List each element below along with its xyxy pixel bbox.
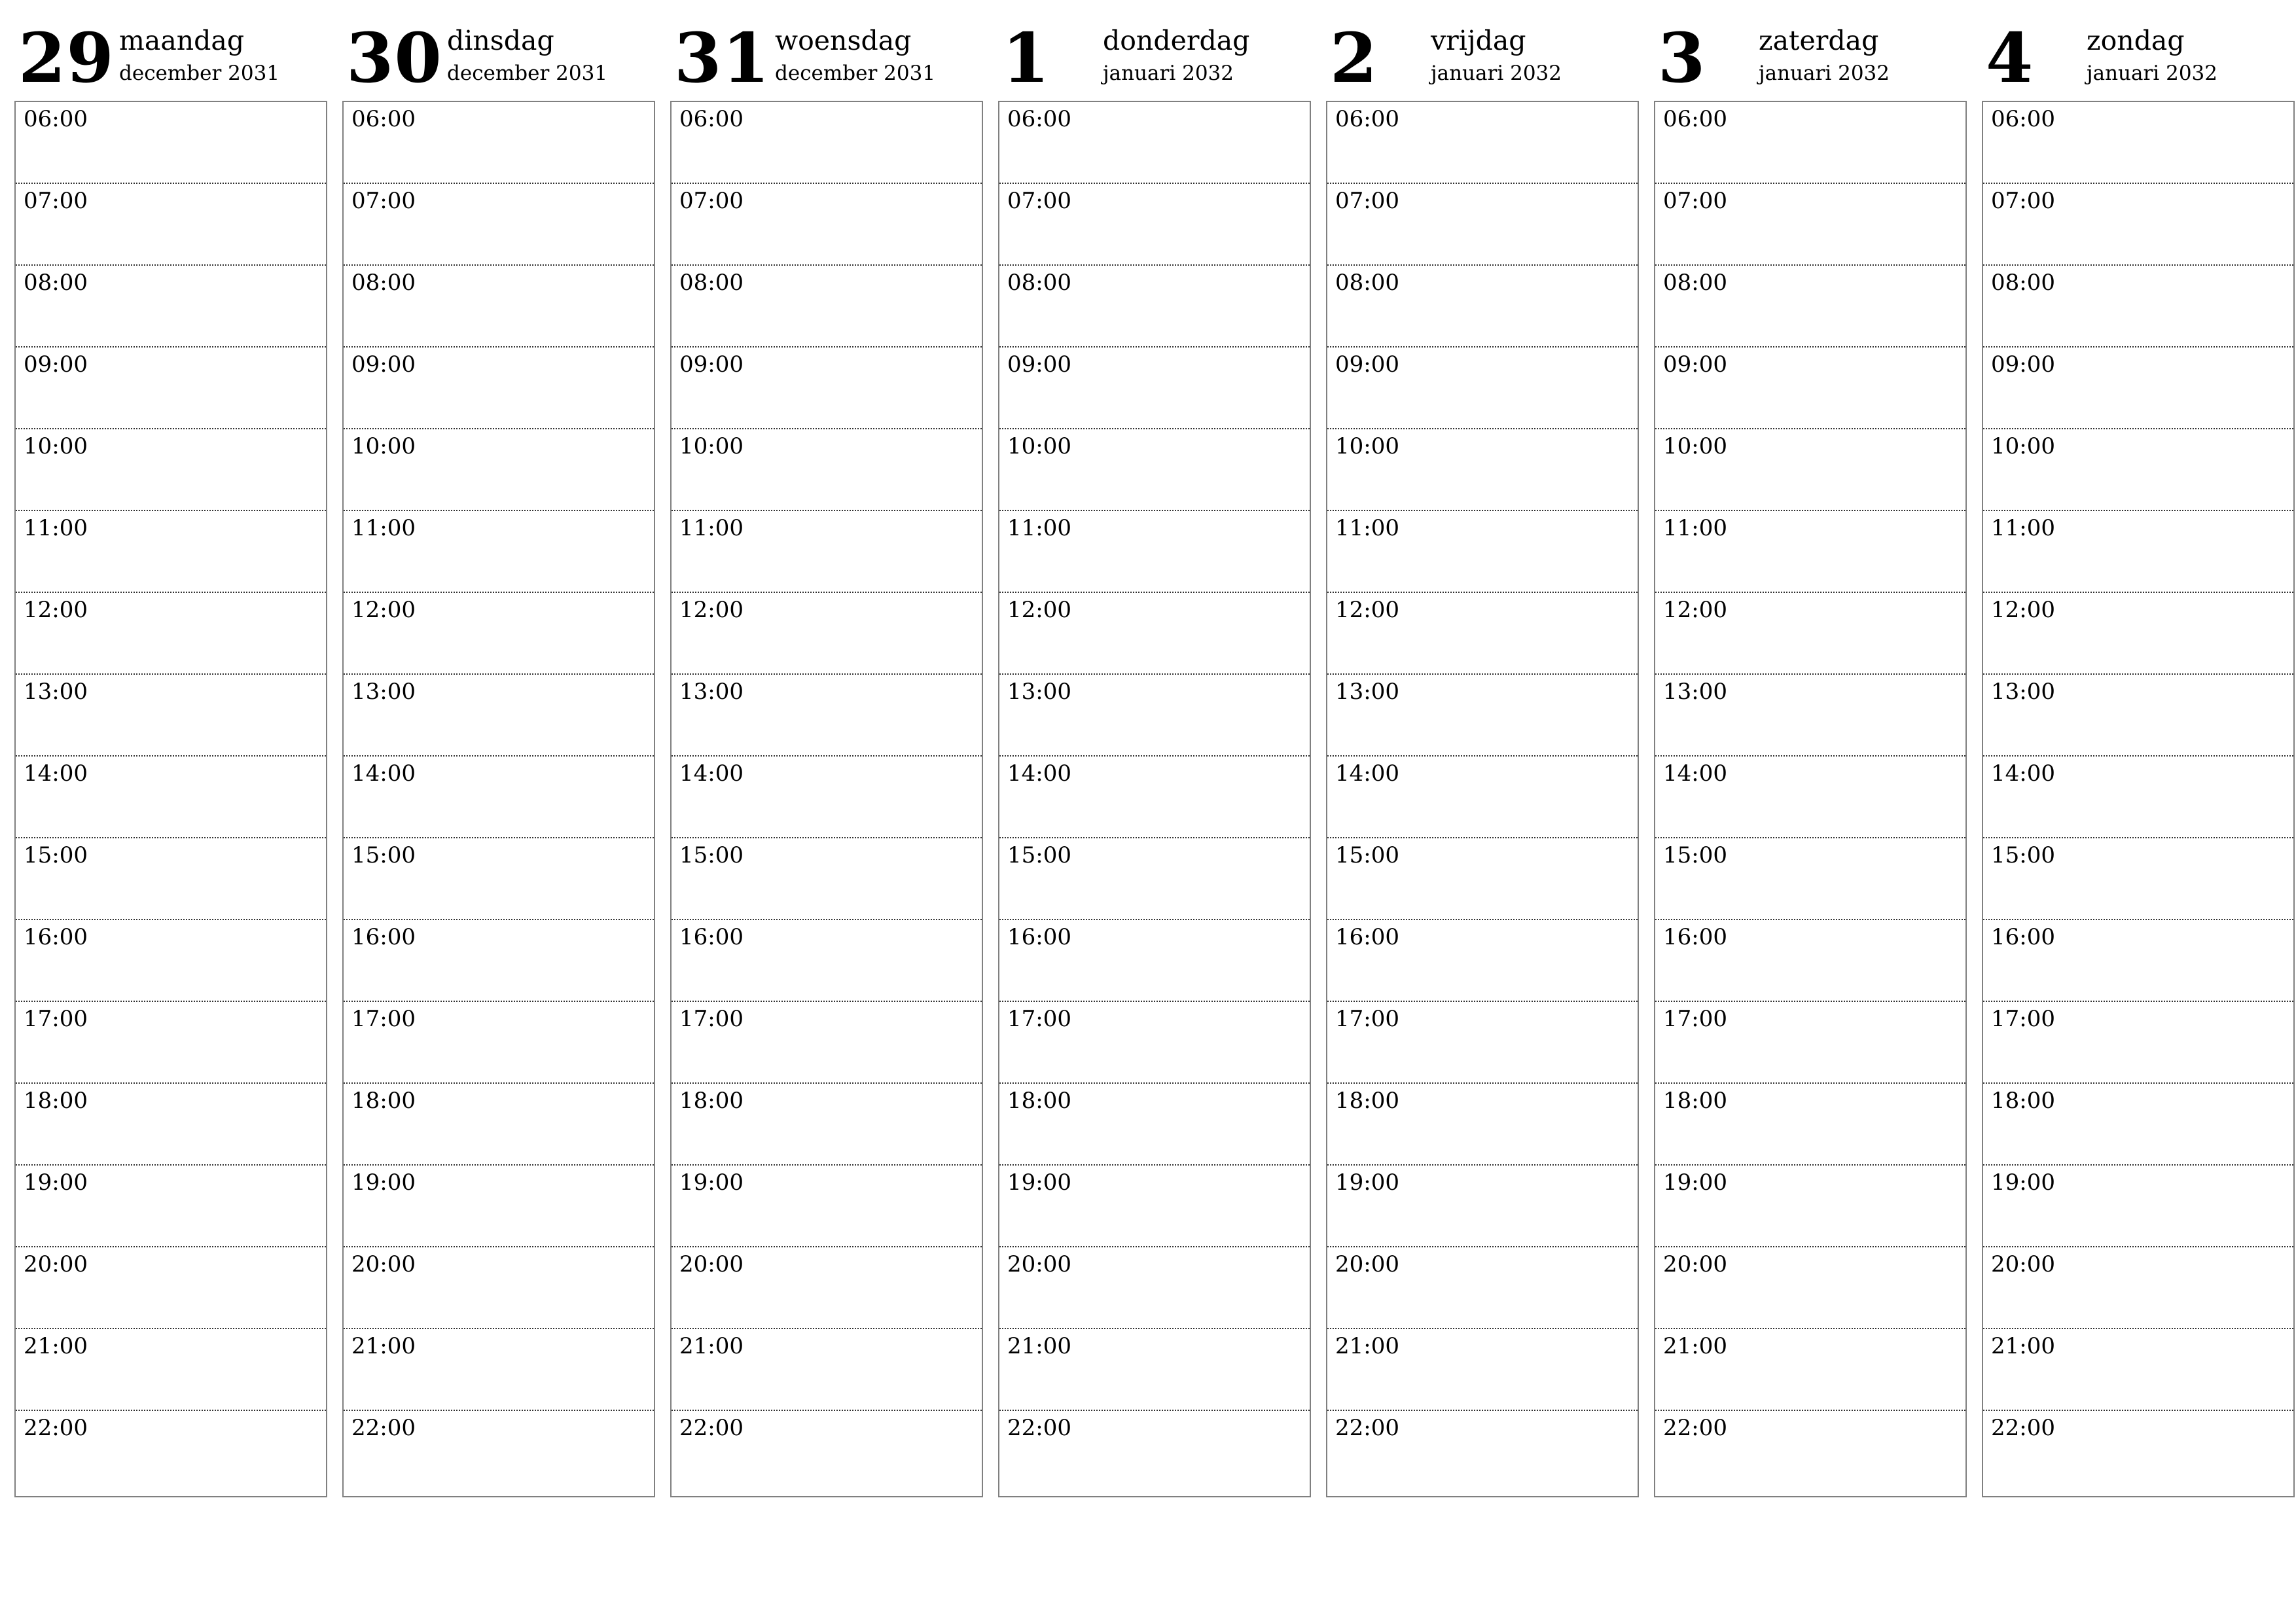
time-label: 09:00 [24, 351, 88, 378]
time-slot[interactable] [1983, 593, 2293, 675]
time-label: 17:00 [24, 1006, 88, 1032]
time-slot[interactable] [1983, 184, 2293, 266]
time-label: 18:00 [1663, 1088, 1727, 1114]
time-label: 22:00 [1991, 1415, 2055, 1441]
time-label: 14:00 [679, 760, 744, 787]
time-label: 21:00 [1991, 1333, 2055, 1359]
time-slot[interactable] [16, 1411, 326, 1496]
time-slot[interactable] [999, 1084, 1310, 1166]
time-slot[interactable] [344, 429, 654, 511]
time-slot[interactable] [672, 266, 982, 348]
time-slot[interactable] [1327, 1411, 1638, 1496]
time-slot[interactable] [344, 102, 654, 184]
time-slot[interactable] [344, 348, 654, 429]
time-label: 12:00 [1991, 597, 2055, 623]
day-column [1982, 18, 2295, 1441]
time-slot[interactable] [344, 1084, 654, 1166]
time-label: 12:00 [1335, 597, 1399, 623]
day-number: 4 [1986, 18, 2034, 98]
weekday-name: dinsdag [447, 25, 554, 56]
day-schedule-box [1982, 101, 2295, 1497]
time-slot[interactable] [16, 184, 326, 266]
time-label: 12:00 [24, 597, 88, 623]
day-number: 29 [18, 18, 115, 98]
time-slot[interactable] [1655, 1411, 1965, 1496]
time-slot[interactable] [999, 1247, 1310, 1329]
time-slot[interactable] [1983, 348, 2293, 429]
time-slot[interactable] [999, 429, 1310, 511]
time-label: 11:00 [1335, 515, 1399, 541]
time-label: 07:00 [1991, 188, 2055, 214]
time-label: 19:00 [1991, 1169, 2055, 1196]
time-label: 20:00 [1335, 1251, 1399, 1277]
time-slot[interactable] [1327, 757, 1638, 838]
time-slot[interactable] [1983, 838, 2293, 920]
time-label: 21:00 [1007, 1333, 1071, 1359]
time-label: 17:00 [679, 1006, 744, 1032]
time-label: 13:00 [1991, 679, 2055, 705]
time-slot[interactable] [1327, 429, 1638, 511]
time-label: 14:00 [351, 760, 416, 787]
time-slot[interactable] [344, 1247, 654, 1329]
time-slot[interactable] [1655, 675, 1965, 757]
time-slot[interactable] [672, 1247, 982, 1329]
time-label: 10:00 [1007, 433, 1071, 459]
time-label: 14:00 [1335, 760, 1399, 787]
time-slot[interactable] [1983, 511, 2293, 593]
time-label: 08:00 [351, 270, 416, 296]
time-slot[interactable] [999, 102, 1310, 184]
time-slot[interactable] [672, 757, 982, 838]
time-label: 09:00 [1007, 351, 1071, 378]
time-slot[interactable] [344, 920, 654, 1002]
time-label: 09:00 [679, 351, 744, 378]
time-label: 07:00 [1007, 188, 1071, 214]
time-slot[interactable] [999, 1166, 1310, 1247]
time-slot[interactable] [672, 102, 982, 184]
time-label: 08:00 [1335, 270, 1399, 296]
time-label: 18:00 [1335, 1088, 1399, 1114]
time-label: 06:00 [1663, 106, 1727, 132]
month-year: december 2031 [775, 62, 936, 85]
time-slot[interactable] [1655, 184, 1965, 266]
weekday-name: zaterdag [1759, 25, 1879, 56]
day-schedule-box [998, 101, 1311, 1497]
time-slot[interactable] [1655, 266, 1965, 348]
time-slot[interactable] [344, 1411, 654, 1496]
day-header [1982, 18, 2295, 99]
time-label: 21:00 [24, 1333, 88, 1359]
day-number: 3 [1658, 18, 1706, 98]
day-schedule-box [14, 101, 327, 1497]
time-slot[interactable] [1327, 838, 1638, 920]
time-label: 14:00 [1007, 760, 1071, 787]
time-slot[interactable] [999, 838, 1310, 920]
time-label: 11:00 [24, 515, 88, 541]
time-label: 21:00 [351, 1333, 416, 1359]
time-label: 19:00 [1663, 1169, 1727, 1196]
time-label: 07:00 [1335, 188, 1399, 214]
time-slot[interactable] [1983, 1084, 2293, 1166]
time-slot[interactable] [1983, 1329, 2293, 1411]
time-slot[interactable] [1655, 757, 1965, 838]
time-slot[interactable] [1327, 675, 1638, 757]
time-label: 15:00 [1007, 842, 1071, 868]
time-label: 18:00 [351, 1088, 416, 1114]
time-label: 20:00 [24, 1251, 88, 1277]
time-label: 22:00 [24, 1415, 88, 1441]
time-label: 19:00 [1007, 1169, 1071, 1196]
time-slot[interactable] [1327, 266, 1638, 348]
time-label: 15:00 [1991, 842, 2055, 868]
time-slot[interactable] [1983, 675, 2293, 757]
day-column [1654, 18, 1967, 1441]
time-slot[interactable] [672, 429, 982, 511]
time-label: 10:00 [1335, 433, 1399, 459]
time-label: 19:00 [1335, 1169, 1399, 1196]
time-label: 16:00 [679, 924, 744, 950]
time-slot[interactable] [16, 757, 326, 838]
time-label: 09:00 [351, 351, 416, 378]
time-label: 12:00 [1007, 597, 1071, 623]
time-label: 07:00 [351, 188, 416, 214]
time-slot[interactable] [1655, 429, 1965, 511]
time-label: 06:00 [679, 106, 744, 132]
time-slot[interactable] [999, 920, 1310, 1002]
day-header [1654, 18, 1967, 99]
time-label: 12:00 [1663, 597, 1727, 623]
time-slot[interactable] [999, 184, 1310, 266]
time-label: 11:00 [351, 515, 416, 541]
weekday-name: vrijdag [1431, 25, 1526, 56]
time-slot[interactable] [999, 1002, 1310, 1084]
day-schedule-box [1654, 101, 1967, 1497]
day-schedule-box [1326, 101, 1639, 1497]
day-header [14, 18, 327, 99]
time-label: 13:00 [351, 679, 416, 705]
time-label: 16:00 [24, 924, 88, 950]
time-label: 07:00 [24, 188, 88, 214]
time-slot[interactable] [999, 1411, 1310, 1496]
time-label: 10:00 [1663, 433, 1727, 459]
time-slot[interactable] [1327, 1247, 1638, 1329]
time-slot[interactable] [1655, 1084, 1965, 1166]
time-label: 07:00 [1663, 188, 1727, 214]
time-label: 09:00 [1335, 351, 1399, 378]
time-slot[interactable] [1327, 348, 1638, 429]
time-slot[interactable] [1655, 102, 1965, 184]
time-slot[interactable] [672, 1329, 982, 1411]
time-slot[interactable] [1655, 511, 1965, 593]
time-label: 11:00 [679, 515, 744, 541]
day-schedule-box [342, 101, 655, 1497]
time-label: 09:00 [1991, 351, 2055, 378]
time-label: 17:00 [1991, 1006, 2055, 1032]
time-slot[interactable] [1327, 1084, 1638, 1166]
day-header [670, 18, 983, 99]
time-slot[interactable] [344, 511, 654, 593]
time-slot[interactable] [344, 266, 654, 348]
weekday-name: donderdag [1103, 25, 1250, 56]
time-label: 20:00 [1663, 1251, 1727, 1277]
time-slot[interactable] [344, 1329, 654, 1411]
time-slot[interactable] [999, 757, 1310, 838]
time-label: 16:00 [351, 924, 416, 950]
month-year: januari 2032 [1759, 62, 1890, 85]
time-slot[interactable] [16, 675, 326, 757]
time-slot[interactable] [999, 511, 1310, 593]
month-year: januari 2032 [1431, 62, 1562, 85]
time-slot[interactable] [1327, 593, 1638, 675]
time-slot[interactable] [672, 1411, 982, 1496]
time-slot[interactable] [672, 1002, 982, 1084]
weekday-name: woensdag [775, 25, 912, 56]
time-label: 20:00 [1007, 1251, 1071, 1277]
time-label: 13:00 [1007, 679, 1071, 705]
day-column [14, 18, 327, 1441]
time-label: 19:00 [24, 1169, 88, 1196]
weekday-name: maandag [119, 25, 245, 56]
time-slot[interactable] [1983, 1002, 2293, 1084]
day-column [1326, 18, 1639, 1441]
time-slot[interactable] [1327, 184, 1638, 266]
time-label: 15:00 [1663, 842, 1727, 868]
time-slot[interactable] [1655, 1166, 1965, 1247]
time-slot[interactable] [1983, 920, 2293, 1002]
time-label: 20:00 [1991, 1251, 2055, 1277]
day-header [998, 18, 1311, 99]
time-label: 18:00 [1007, 1088, 1071, 1114]
time-label: 13:00 [1335, 679, 1399, 705]
month-year: januari 2032 [1103, 62, 1234, 85]
time-slot[interactable] [1983, 266, 2293, 348]
day-number: 2 [1330, 18, 1378, 98]
time-label: 10:00 [1991, 433, 2055, 459]
time-slot[interactable] [672, 348, 982, 429]
time-label: 22:00 [679, 1415, 744, 1441]
time-slot[interactable] [672, 511, 982, 593]
time-label: 22:00 [1007, 1415, 1071, 1441]
day-column [342, 18, 655, 1441]
time-slot[interactable] [1655, 1247, 1965, 1329]
time-slot[interactable] [344, 593, 654, 675]
time-slot[interactable] [16, 1329, 326, 1411]
time-slot[interactable] [16, 1084, 326, 1166]
time-label: 17:00 [1335, 1006, 1399, 1032]
time-label: 13:00 [1663, 679, 1727, 705]
time-label: 15:00 [24, 842, 88, 868]
time-label: 20:00 [351, 1251, 416, 1277]
time-slot[interactable] [999, 593, 1310, 675]
time-label: 08:00 [1991, 270, 2055, 296]
day-header [1326, 18, 1639, 99]
time-slot[interactable] [1327, 1329, 1638, 1411]
time-label: 07:00 [679, 188, 744, 214]
time-slot[interactable] [1327, 920, 1638, 1002]
time-slot[interactable] [16, 348, 326, 429]
time-label: 12:00 [351, 597, 416, 623]
time-label: 12:00 [679, 597, 744, 623]
time-label: 06:00 [1335, 106, 1399, 132]
day-header [342, 18, 655, 99]
time-label: 11:00 [1991, 515, 2055, 541]
time-label: 21:00 [1663, 1333, 1727, 1359]
time-slot[interactable] [672, 675, 982, 757]
time-label: 10:00 [24, 433, 88, 459]
time-slot[interactable] [16, 1002, 326, 1084]
time-label: 16:00 [1991, 924, 2055, 950]
time-label: 11:00 [1007, 515, 1071, 541]
time-slot[interactable] [16, 920, 326, 1002]
time-label: 17:00 [1663, 1006, 1727, 1032]
time-slot[interactable] [1327, 102, 1638, 184]
time-label: 15:00 [679, 842, 744, 868]
time-slot[interactable] [1655, 1002, 1965, 1084]
weekday-name: zondag [2087, 25, 2185, 56]
time-slot[interactable] [344, 675, 654, 757]
time-label: 20:00 [679, 1251, 744, 1277]
time-label: 15:00 [1335, 842, 1399, 868]
time-label: 16:00 [1663, 924, 1727, 950]
time-slot[interactable] [999, 348, 1310, 429]
time-label: 21:00 [679, 1333, 744, 1359]
time-slot[interactable] [16, 593, 326, 675]
time-slot[interactable] [344, 184, 654, 266]
time-slot[interactable] [16, 266, 326, 348]
time-slot[interactable] [672, 920, 982, 1002]
time-label: 08:00 [1663, 270, 1727, 296]
time-label: 15:00 [351, 842, 416, 868]
time-label: 13:00 [679, 679, 744, 705]
time-label: 19:00 [351, 1169, 416, 1196]
time-label: 09:00 [1663, 351, 1727, 378]
day-number: 30 [346, 18, 442, 98]
time-slot[interactable] [1983, 429, 2293, 511]
time-slot[interactable] [344, 1002, 654, 1084]
time-slot[interactable] [672, 1166, 982, 1247]
time-slot[interactable] [344, 757, 654, 838]
time-label: 14:00 [1991, 760, 2055, 787]
time-slot[interactable] [1655, 593, 1965, 675]
day-number: 31 [674, 18, 770, 98]
time-label: 08:00 [24, 270, 88, 296]
time-slot[interactable] [672, 593, 982, 675]
time-slot[interactable] [672, 1084, 982, 1166]
time-label: 18:00 [1991, 1088, 2055, 1114]
time-label: 10:00 [679, 433, 744, 459]
time-slot[interactable] [344, 1166, 654, 1247]
time-label: 22:00 [351, 1415, 416, 1441]
time-slot[interactable] [1983, 1247, 2293, 1329]
time-slot[interactable] [1655, 920, 1965, 1002]
day-number: 1 [1002, 18, 1050, 98]
time-slot[interactable] [344, 838, 654, 920]
time-slot[interactable] [1327, 1166, 1638, 1247]
time-label: 08:00 [679, 270, 744, 296]
time-label: 10:00 [351, 433, 416, 459]
time-label: 06:00 [1991, 106, 2055, 132]
time-slot[interactable] [16, 511, 326, 593]
time-label: 17:00 [1007, 1006, 1071, 1032]
time-label: 14:00 [1663, 760, 1727, 787]
time-slot[interactable] [672, 838, 982, 920]
time-slot[interactable] [1983, 757, 2293, 838]
time-label: 22:00 [1335, 1415, 1399, 1441]
time-slot[interactable] [16, 1166, 326, 1247]
time-slot[interactable] [1983, 1166, 2293, 1247]
time-label: 11:00 [1663, 515, 1727, 541]
time-label: 06:00 [1007, 106, 1071, 132]
month-year: december 2031 [119, 62, 280, 85]
time-slot[interactable] [16, 102, 326, 184]
time-label: 16:00 [1007, 924, 1071, 950]
time-slot[interactable] [16, 429, 326, 511]
time-label: 14:00 [24, 760, 88, 787]
time-label: 19:00 [679, 1169, 744, 1196]
time-label: 08:00 [1007, 270, 1071, 296]
time-label: 18:00 [679, 1088, 744, 1114]
day-schedule-box [670, 101, 983, 1497]
time-slot[interactable] [1327, 1002, 1638, 1084]
time-slot[interactable] [1655, 348, 1965, 429]
time-slot[interactable] [1655, 838, 1965, 920]
week-planner [14, 18, 2284, 1441]
time-label: 06:00 [24, 106, 88, 132]
time-slot[interactable] [999, 266, 1310, 348]
time-label: 16:00 [1335, 924, 1399, 950]
time-slot[interactable] [999, 675, 1310, 757]
time-slot[interactable] [1983, 102, 2293, 184]
time-label: 06:00 [351, 106, 416, 132]
time-slot[interactable] [1327, 511, 1638, 593]
time-slot[interactable] [1983, 1411, 2293, 1496]
time-label: 18:00 [24, 1088, 88, 1114]
time-slot[interactable] [16, 838, 326, 920]
time-slot[interactable] [999, 1329, 1310, 1411]
time-slot[interactable] [16, 1247, 326, 1329]
time-label: 13:00 [24, 679, 88, 705]
time-slot[interactable] [672, 184, 982, 266]
time-label: 22:00 [1663, 1415, 1727, 1441]
time-slot[interactable] [1655, 1329, 1965, 1411]
time-label: 21:00 [1335, 1333, 1399, 1359]
day-column [998, 18, 1311, 1441]
day-column [670, 18, 983, 1441]
time-label: 17:00 [351, 1006, 416, 1032]
month-year: januari 2032 [2087, 62, 2217, 85]
month-year: december 2031 [447, 62, 608, 85]
